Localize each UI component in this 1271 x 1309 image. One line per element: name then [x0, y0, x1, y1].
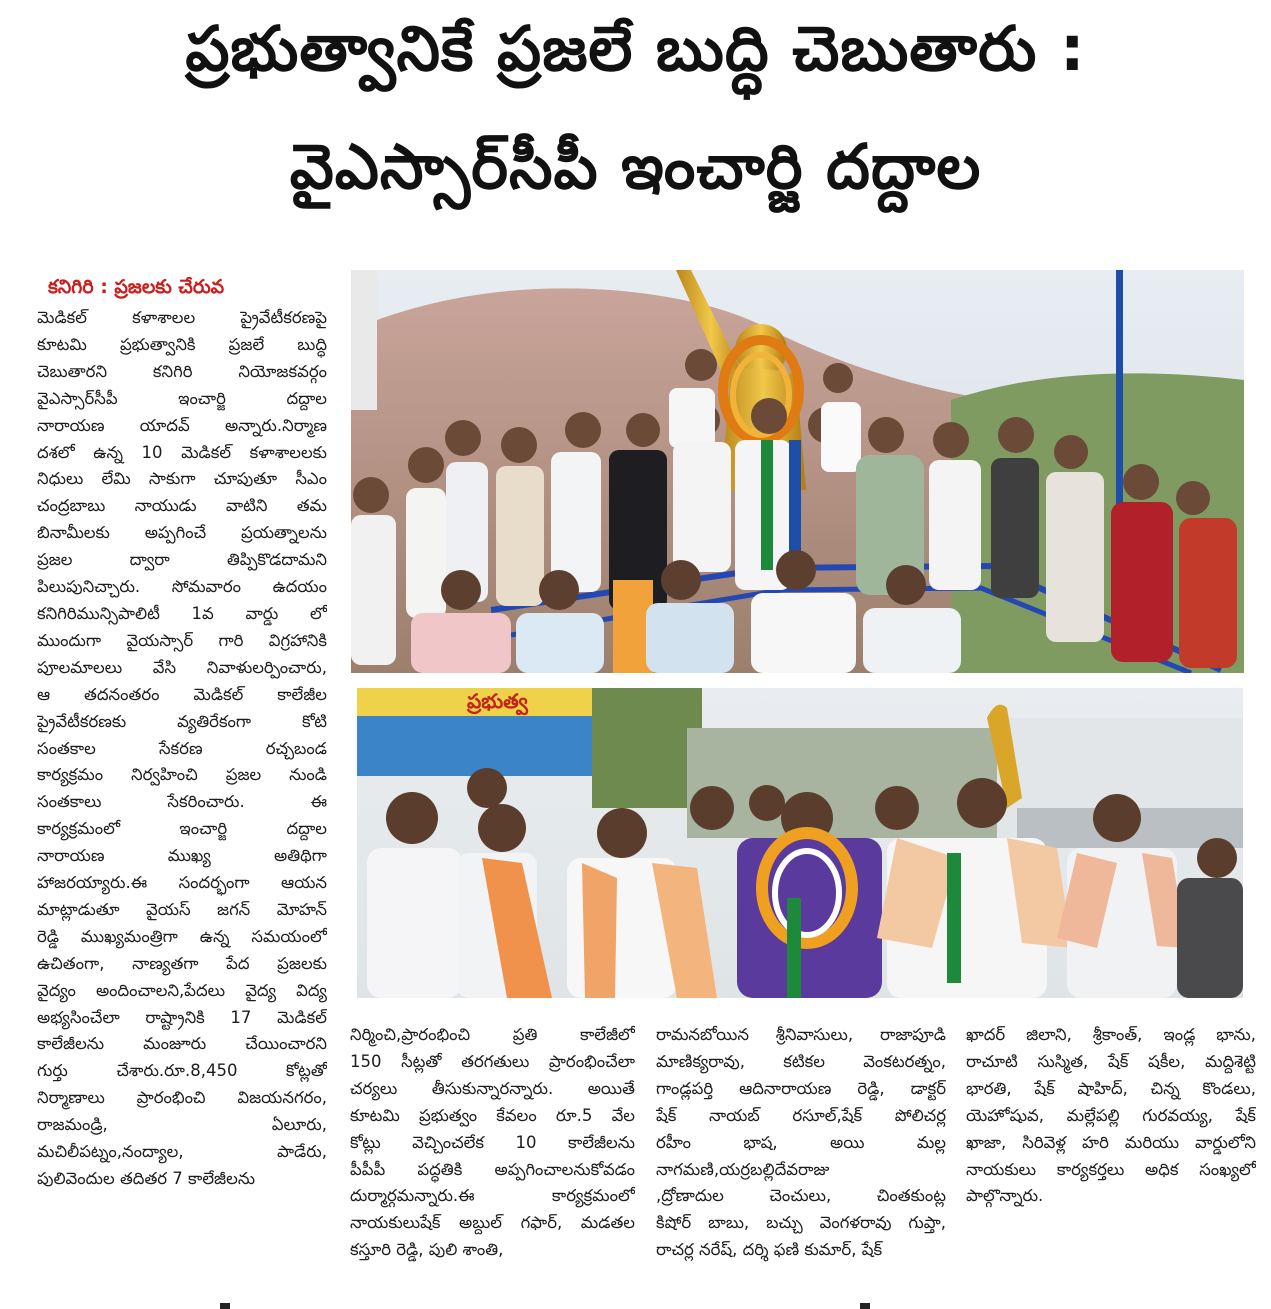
- article-line: మచిలీపట్నం,నంద్యాల, పాడేరు,: [37, 1142, 327, 1162]
- article-line: కనిగిరిమున్సిపాలిటీ 1వ వార్డు లో: [37, 603, 327, 623]
- article-line: గాండ్లపర్తి ఆదినారాయణ రెడ్డి, డాక్టర్: [656, 1078, 946, 1098]
- article-line: షేక్ నాయబ్ రసూల్,షేక్ పోలిచర్ల: [656, 1105, 946, 1125]
- article-line: కార్యక్రమంలో ఇంచార్జి దద్దాల: [37, 819, 327, 839]
- article-line: రాచూటి సుస్మిత, షేక్ షకీల, మద్దిశెట్టి: [966, 1051, 1256, 1071]
- article-line: ఆ తదనంతరం మెడికల్ కాలేజీల: [37, 684, 327, 704]
- dateline: కనిగిరి : ప్రజలకు చేరువ: [48, 276, 225, 298]
- article-line: మాట్లాడుతూ వైయస్ జగన్ మోహన్: [37, 899, 327, 919]
- article-line: పాల్గొన్నారు.: [966, 1186, 1044, 1206]
- article-line: అభ్యసించేలా రాష్ట్రానికి 17 మెడికల్: [37, 1007, 327, 1027]
- next-headline-strip: [0, 1300, 1271, 1309]
- article-line: రెడ్డి ముఖ్యమంత్రిగా ఉన్న సమయంలో: [37, 926, 327, 946]
- article-line: హాజరయ్యారు.ఈ సందర్భంగా ఆయన: [37, 873, 327, 893]
- article-line: నిర్మించి,ప్రారంభించి ప్రతి కాలేజీలో: [350, 1025, 635, 1044]
- article-column-4: [966, 1022, 1256, 1210]
- article-line: దుర్మార్గమన్నారు.ఈ కార్యక్రమంలో: [350, 1186, 635, 1206]
- article-line: నాగమణి,యర్రబల్లిదేవరాజు: [656, 1159, 830, 1179]
- article-line: కార్యక్రమం నిర్వహించి ప్రజల నుండి: [37, 765, 327, 785]
- article-line: పూలమాలలు వేసి నివాళులర్పించారు,: [37, 657, 327, 677]
- article-line: గుర్తు చేశారు.రూ.8,450 కోట్లతో: [37, 1061, 327, 1081]
- article-line: నాయకులు కార్యకర్తలు అధిక సంఖ్యలో: [966, 1159, 1256, 1179]
- article-line: రామనబోయిన శ్రీనివాసులు, రాజాపూడి: [656, 1025, 946, 1044]
- article-line: రాజమండ్రి, ఏలూరు,: [37, 1115, 327, 1135]
- article-line: పీపీపీ పద్ధతికి అప్పగించాలనుకోవడం: [350, 1159, 635, 1179]
- article-line: నారాయణ ముఖ్య అతిథిగా: [37, 846, 327, 866]
- article-line: వైద్యం అందించాలని,పేదలు వైద్య విద్య: [37, 980, 327, 1000]
- article-line: మాణిక్యరావు, కటికల వెంకటరత్నం,: [656, 1051, 946, 1071]
- photo-statue-group: [351, 270, 1244, 673]
- article-line: దశలో ఉన్న 10 మెడికల్ కళాశాలలకు: [37, 442, 327, 462]
- photo-felicitation-illustration: [357, 688, 1243, 998]
- article-line: ఖాజా, సిరివెళ్ల హరి మరియు వార్డులోని: [966, 1132, 1256, 1152]
- article-line: భారతి, షేక్ షాహిద్, చిన్న కొండలు,: [966, 1078, 1256, 1098]
- photo-felicitation: [357, 688, 1243, 998]
- article-line: బినామీలకు అప్పగించే ప్రయత్నాలను: [37, 523, 327, 543]
- article-line: ప్రజల ద్వారా తిప్పికొడదామని: [37, 550, 327, 570]
- article-line: 150 సీట్లతో తరగతులు ప్రారంభించేలా: [350, 1051, 635, 1071]
- article-line: చెబుతారని కనిగిరి నియోజకవర్గం: [37, 361, 327, 381]
- article-line: చర్యలు తీసుకున్నారన్నారు. అయితే: [350, 1078, 635, 1098]
- article-line: ఖాదర్ జిలాని, శ్రీకాంత్, ఇండ్ల భాను,: [966, 1025, 1256, 1044]
- article-line: ప్రైవేటీకరణకు వ్యతిరేకంగా కోటి: [37, 711, 327, 731]
- article-line: కూటమి ప్రభుత్వం కేవలం రూ.5 వేల: [350, 1105, 635, 1125]
- article-line: నిధులు లేమి సాకుగా చూపుతూ సీఎం: [37, 469, 327, 489]
- headline-line-1: ప్రభుత్వానికే ప్రజలే బుద్ధి చెబుతారు :: [185, 12, 1086, 85]
- article-line: కోట్లు వెచ్చించలేక 10 కాలేజీలను: [350, 1132, 635, 1152]
- article-line: చంద్రబాబు నాయుడు వాటిని తమ: [37, 496, 327, 516]
- article-line: నిర్మాణాలు ప్రారంభించి విజయనగరం,: [37, 1088, 327, 1108]
- article-line: ఉచితంగా, నాణ్యతగా పేద ప్రజలకు: [37, 953, 327, 973]
- article-line: నాయకులుషేక్ అబ్దుల్ గఫార్, మడతల: [350, 1213, 635, 1233]
- article-line: సంతకాల సేకరణ రచ్చబండ: [37, 738, 327, 758]
- article-line: కాలేజీలను మంజూరు చేయించారని: [37, 1034, 327, 1054]
- article-line: వైఎస్సార్‌సీపీ ఇంచార్జి దద్దాల: [37, 388, 327, 408]
- article-column-2: [350, 1022, 635, 1264]
- headline-line-2: వైఎస్సార్‌సీపీ ఇంచార్జి దద్దాల: [289, 130, 982, 203]
- article-line: పిలుపునిచ్చారు. సోమవారం ఉదయం: [37, 577, 327, 597]
- article-line: మెడికల్ కళాశాలల ప్రైవేటీకరణపై: [37, 308, 327, 327]
- article-line: యెహోషువ, మల్లేపల్లి గురవయ్య, షేక్: [966, 1105, 1256, 1125]
- article-line: కస్తూరి రెడ్డి, పులి శాంతి,: [350, 1240, 504, 1260]
- article-line: పులివెందుల తదితర 7 కాలేజీలను: [37, 1169, 256, 1188]
- article-line: రహీం భాష, అయి మల్ల: [656, 1132, 946, 1152]
- article-line: రాచర్ల నరేష్, దర్శి ఫణి కుమార్, షేక్: [656, 1240, 883, 1260]
- article-line: సంతకాలు సేకరించారు. ఈ: [37, 792, 327, 812]
- article-column-3: [656, 1022, 946, 1264]
- article-line: ,ద్రోణాదుల చెంచులు, చింతకుంట్ల: [656, 1186, 946, 1206]
- photo-statue-group-illustration: [351, 270, 1244, 673]
- article-column-1: [37, 305, 327, 1193]
- board-text: ప్రభుత్వ: [467, 689, 528, 713]
- article-line: నారాయణ యాదవ్ అన్నారు.నిర్మాణ: [37, 415, 327, 435]
- article-line: కూటమి ప్రభుత్వానికి ప్రజలే బుద్ధి: [37, 334, 327, 354]
- article-line: కిషోర్ బాబు, బచ్చు వెంగళరావు గుప్తా,: [656, 1213, 946, 1233]
- article-line: ముందుగా వైయస్సార్ గారి విగ్రహానికి: [37, 630, 327, 650]
